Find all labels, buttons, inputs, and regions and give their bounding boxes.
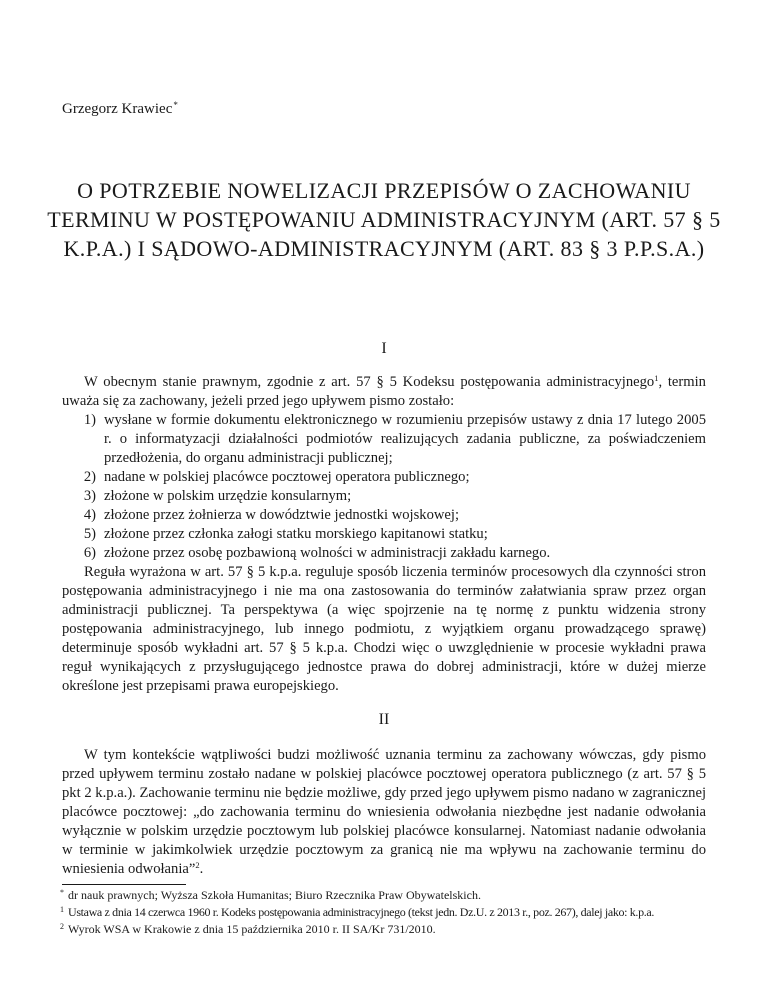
- section-1-paragraph: Reguła wyrażona w art. 57 § 5 k.p.a. reguluje sposób liczenia terminów procesowych dla czynności stron postępowania administracyjnego i nie ma ona zastosowania do terminów załatwiania spraw przez organ administracji publicznej. Ta perspektywa (a więc spojrzenie na tę normę z punktu widzenia strony postępowania administracyjnego, lub innego podmiotu, z wyjątkiem organu prowadzącego sprawę) determinuje sposób wykładni art. 57 § 5 k.p.a. Chodzi więc o uwzględnienie w procesie wykładni prawa reguł wynikających z przysługującego jednostce prawa do dobrej administracji, które w dużej mierze określone jest przepisami prawa europejskiego.: [62, 564, 706, 694]
- intro-paragraph: W obecnym stanie prawnym, zgodnie z art. 57 § 5 Kodeksu postępowania administracyjnego$^1$, termin uważa się za zachowany, jeżeli przed jego upływem pismo zostało:: [62, 373, 706, 409]
- footnote-ref-1[interactable]: 1: [654, 373, 659, 383]
- submission-list: [62, 411, 706, 563]
- author-name: Grzegorz Krawiec*: [62, 100, 178, 117]
- author-footnote-marker: *: [173, 100, 178, 110]
- list-item: 1) wysłane w formie dokumentu elektronicznego w rozumieniu przepisów ustawy z dnia 17 lutego 2005 r. o informatyzacji działalności podmiotów realizujących zadania publiczne, za poświadczeniem przedłożenia, do organu administracji publicznej;: [83, 412, 706, 466]
- list-item: 2) nadane w polskiej placówce pocztowej operatora publicznego;: [83, 469, 470, 485]
- footnotes: [62, 887, 712, 938]
- article-title: O POTRZEBIE NOWELIZACJI PRZEPISÓW O ZACHOWANIU TERMINU W POSTĘPOWANIU ADMINISTRACYJNYM (ART. 57 § 5 K.P.A.) I SĄDOWO-ADMINISTRACYJNYM (ART. 83 § 3 P.P.S.A.): [47, 178, 721, 261]
- section-2-paragraph: W tym kontekście wątpliwości budzi możliwość uznania terminu za zachowany wówczas, gdy pismo przed upływem terminu zostało nadane w polskiej placówce pocztowej operatora publicznego (z art. 57 § 5 pkt 2 k.p.a.). Zachowanie terminu nie będzie możliwe, gdy przed jego upływem pismo nadano w zagranicznej placówce pocztowej: „do zachowania terminu do wniesienia odwołania niezbędne jest nadanie odwołania wyłącznie w polskim urzędzie pocztowym lub polskiej placówce konsularnej. Natomiast nadanie odwołania w terminie w jakimkolwiek urzędzie pocztowym za granicą nie ma wpływu na zachowanie terminu do wniesienia odwołania”$^2$.: [62, 747, 706, 877]
- list-item: 5) złożone przez członka załogi statku morskiego kapitanowi statku;: [83, 526, 488, 542]
- section-heading-1: I: [381, 340, 387, 357]
- list-item: 3) złożone w polskim urzędzie konsularnym;: [83, 488, 352, 504]
- section-2-body: [62, 746, 706, 879]
- section-1-body: [62, 373, 706, 696]
- footnote-separator: [62, 884, 186, 885]
- list-item: 6) złożone przez osobę pozbawioną wolności w administracji zakładu karnego.: [83, 545, 551, 561]
- footnote-ref-2[interactable]: 2: [195, 860, 200, 870]
- list-item: 4) złożone przez żołnierza w dowództwie jednostki wojskowej;: [83, 507, 459, 523]
- footnote-1: 1 Ustawa z dnia 14 czerwca 1960 r. Kodeks postępowania administracyjnego (tekst jedn. Dz.U. z 2013 r., poz. 267), dalej jako: k.p.a.: [60, 905, 654, 919]
- footnote-author: * dr nauk prawnych; Wyższa Szkoła Humanitas; Biuro Rzecznika Praw Obywatelskich.: [60, 888, 481, 902]
- footnote-2: 2 Wyrok WSA w Krakowie z dnia 15 października 2010 r. II SA/Kr 731/2010.: [60, 922, 436, 936]
- section-heading-2: II: [378, 711, 390, 728]
